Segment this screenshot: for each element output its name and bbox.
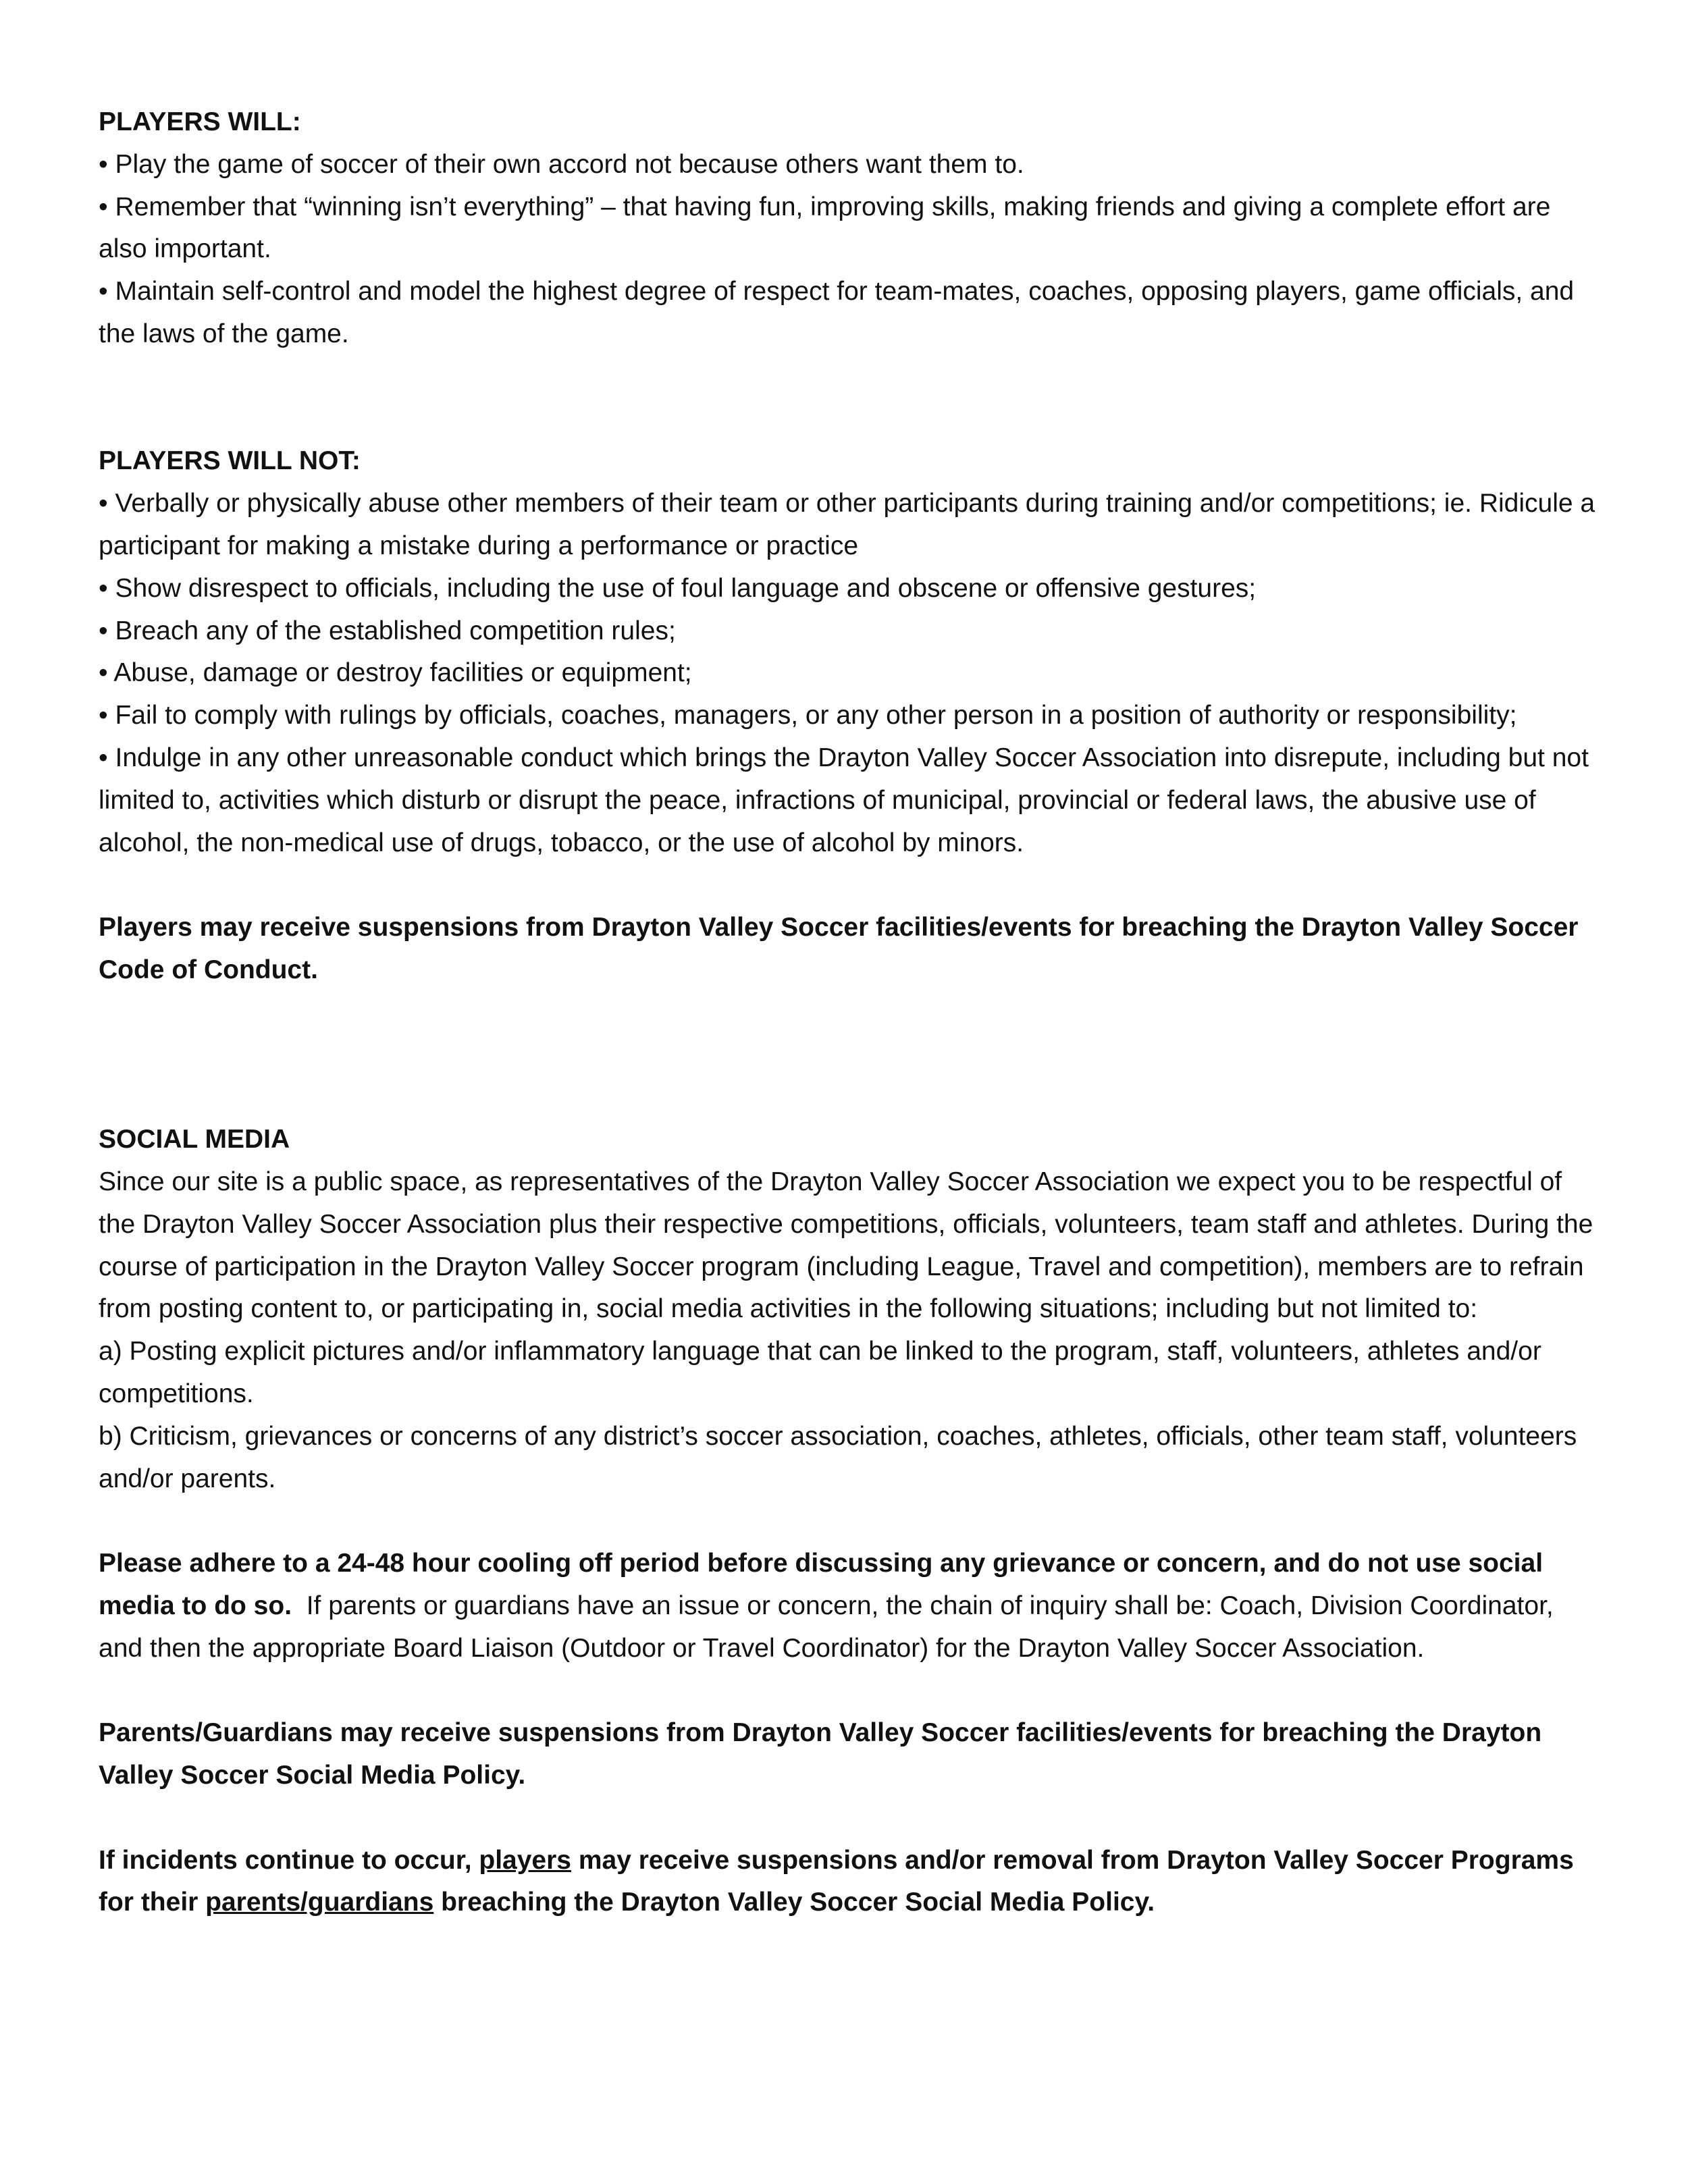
players-will-not-item: • Fail to comply with rulings by officials, coaches, managers, or any other person in a position of authority or responsibility; bbox=[99, 701, 1517, 730]
document-page bbox=[99, 101, 1604, 1924]
final-notice-players: players bbox=[479, 1845, 571, 1875]
players-will-item: • Maintain self-control and model the highest degree of respect for team-mates, coaches, opposing players, game officials, and the laws of the game. bbox=[99, 277, 1575, 348]
players-will-not-item: • Abuse, damage or destroy facilities or equipment; bbox=[99, 658, 692, 688]
cooling-off-bold: Please adhere to a 24-48 hour cooling off period before discussing any grievance or concern, and do not use social media to do so. bbox=[99, 1549, 1544, 1620]
cooling-off-rest: If parents or guardians have an issue or concern, the chain of inquiry shall be: Coach, Division Coordinator, and then the appropriate Board Liaison (Outdoor or Travel Coordinator) for the Drayton Valley Soccer Association. bbox=[99, 1591, 1561, 1663]
players-will-not-item: • Indulge in any other unreasonable conduct which brings the Drayton Valley Soccer Association into disrepute, including but not limited to, activities which disturb or disrupt the peace, infractions of municipal, provincial or federal laws, the abusive use of alcohol, the non-medical use of drugs, tobacco, or the use of alcohol by minors. bbox=[99, 743, 1589, 857]
players-will-item: • Remember that “winning isn’t everything” – that having fun, improving skills, making friends and giving a complete effort are also important. bbox=[99, 192, 1551, 264]
players-will-not-item: • Breach any of the established competition rules; bbox=[99, 616, 676, 645]
social-media-heading: SOCIAL MEDIA bbox=[99, 1125, 290, 1154]
final-notice-part3: breaching the Drayton Valley Soccer Social Media Policy. bbox=[433, 1888, 1155, 1917]
players-will-not-section bbox=[99, 440, 1604, 991]
final-notice-guardians: parents/guardians bbox=[205, 1888, 434, 1917]
final-notice bbox=[99, 1840, 1604, 1925]
players-will-item: • Play the game of soccer of their own accord not because others want them to. bbox=[99, 149, 1024, 179]
social-media-intro: Since our site is a public space, as representatives of the Drayton Valley Soccer Association we expect you to be respectful of the Drayton Valley Soccer Association plus their respective competitions, officials, volunteers, team staff and athletes. During the course of participation in the Drayton Valley Soccer program (including League, Travel and competition), members are to refrain from posting content to, or participating in, social media activities in the following situations; including but not limited to: bbox=[99, 1167, 1593, 1324]
players-will-section bbox=[99, 101, 1604, 356]
social-media-item-a: a) Posting explicit pictures and/or inflammatory language that can be linked to the program, staff, volunteers, athletes and/or competitions. bbox=[99, 1337, 1541, 1408]
players-suspension-notice: Players may receive suspensions from Drayton Valley Soccer facilities/events for breaching the Drayton Valley Soccer Code of Conduct. bbox=[99, 913, 1579, 984]
players-will-not-item: • Verbally or physically abuse other members of their team or other participants during training and/or competitions; ie. Ridicule a participant for making a mistake during a performance or practice bbox=[99, 489, 1595, 560]
social-media-item-b: b) Criticism, grievances or concerns of any district’s soccer association, coaches, athletes, officials, other team staff, volunteers and/or parents. bbox=[99, 1421, 1577, 1493]
parents-suspension-notice: Parents/Guardians may receive suspensions from Drayton Valley Soccer facilities/events for breaching the Drayton Valley Soccer Social Media Policy. bbox=[99, 1718, 1542, 1790]
final-notice-part2: may receive suspensions and/or removal from Drayton Valley Soccer Programs for their bbox=[99, 1845, 1581, 1917]
players-will-heading: PLAYERS WILL: bbox=[99, 107, 301, 136]
players-will-not-heading: PLAYERS WILL NOT: bbox=[99, 446, 361, 476]
players-will-not-item: • Show disrespect to officials, including the use of foul language and obscene or offensive gestures; bbox=[99, 573, 1257, 603]
final-notice-part1: If incidents continue to occur, bbox=[99, 1845, 479, 1875]
social-media-section bbox=[99, 1119, 1604, 1924]
cooling-off-paragraph bbox=[99, 1543, 1604, 1670]
